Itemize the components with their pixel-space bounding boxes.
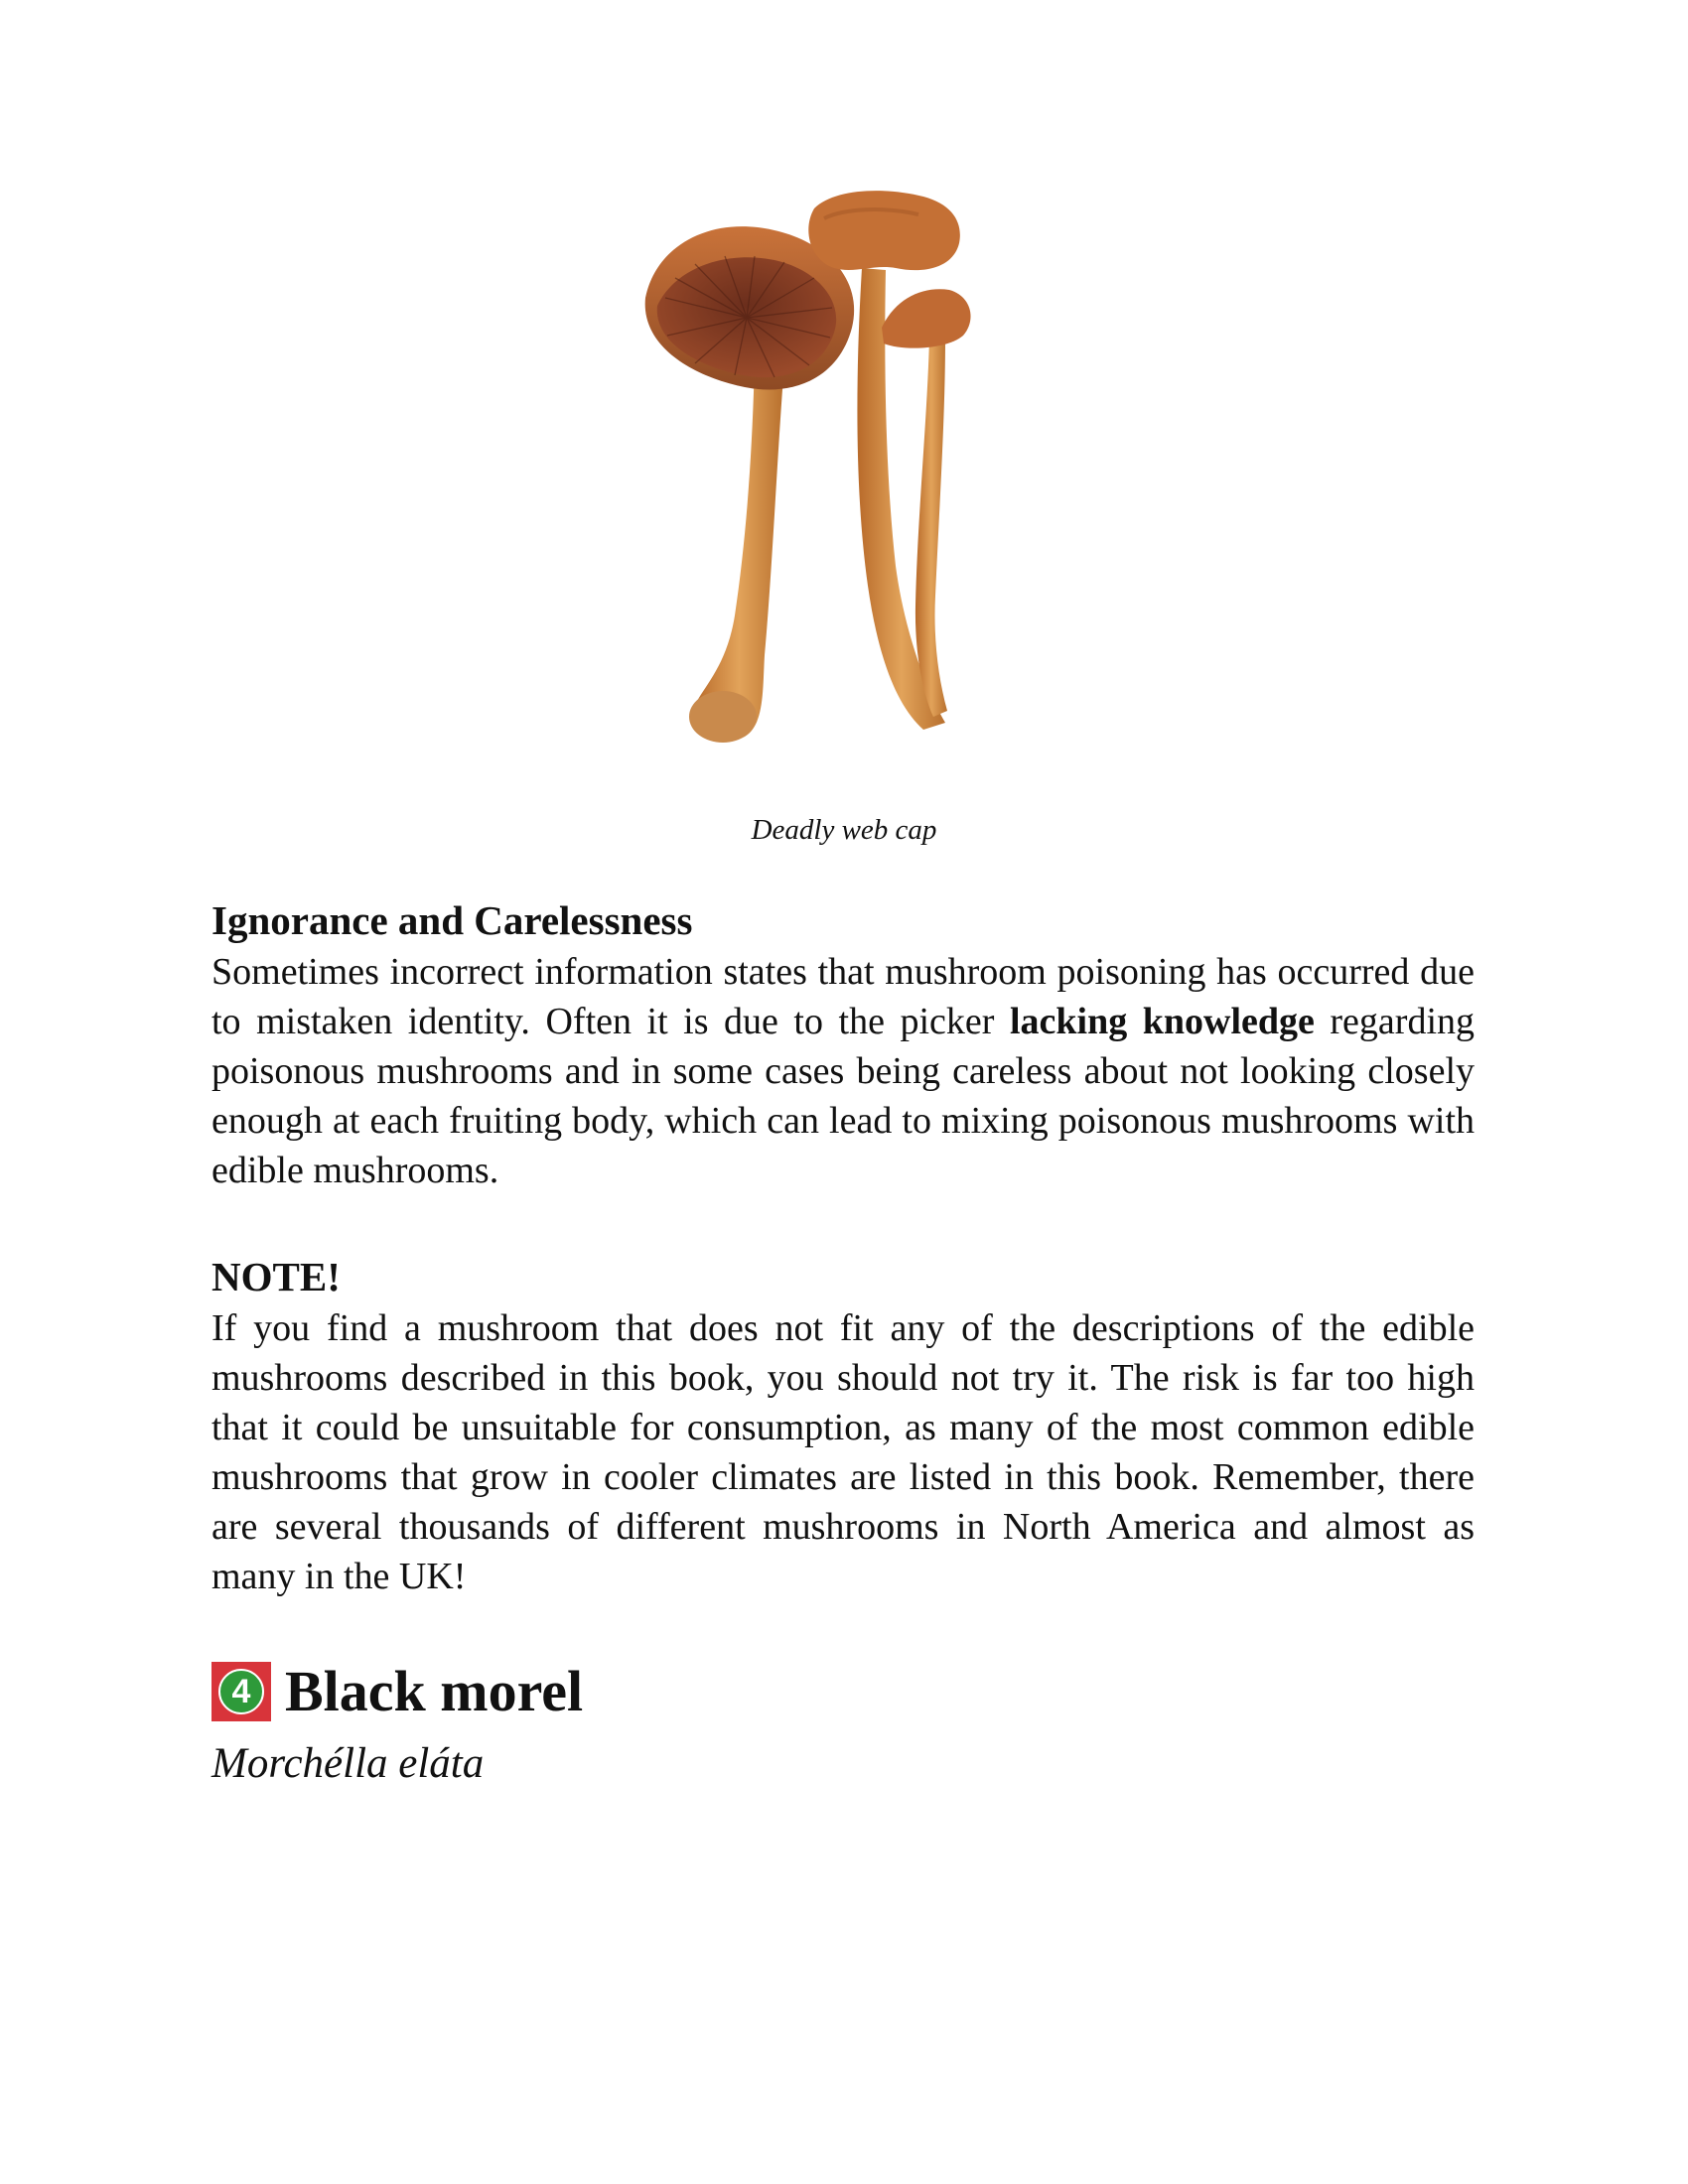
- species-title-row: [211, 1659, 1475, 1724]
- bold-emphasis: lacking knowledge: [1009, 1001, 1315, 1042]
- left-mushroom: [645, 226, 854, 743]
- species-number: 4: [218, 1669, 264, 1714]
- paragraph-text-end: regarding poisonous mushrooms and in some cases being careless about not looking closely enough at each fruiting body, which can lead to mixing poisonous mushrooms with edible mushrooms.: [211, 1001, 1476, 1191]
- note-block: [211, 1250, 1475, 1601]
- figure-caption: Deadly web cap: [751, 814, 937, 846]
- species-name: Black morel: [285, 1659, 584, 1723]
- species-latin-name: Morchélla eláta: [211, 1740, 485, 1787]
- mushroom-illustration: [635, 189, 1053, 764]
- note-paragraph: If you find a mushroom that does not fit any of the descriptions of the edible mushrooms described in this book, you should not try it. The risk is far too high that it could be unsuitable for consumption, as many of the most common edible mushrooms that grow in cooler climates are listed in this book. Remember, there are several thousands of different mushrooms in North America and almost as many in the UK!: [211, 1307, 1475, 1597]
- species-number-badge-icon: [211, 1662, 271, 1721]
- section-paragraph: [211, 947, 1475, 1195]
- note-heading: NOTE!: [211, 1254, 341, 1299]
- paragraph-text-start: Sometimes incorrect information states that mushroom poisoning has occurred due to mistaken identity. Often it is due to the picker: [211, 951, 1475, 1042]
- section-heading: Ignorance and Carelessness: [211, 897, 693, 943]
- page-content: [211, 893, 1475, 1790]
